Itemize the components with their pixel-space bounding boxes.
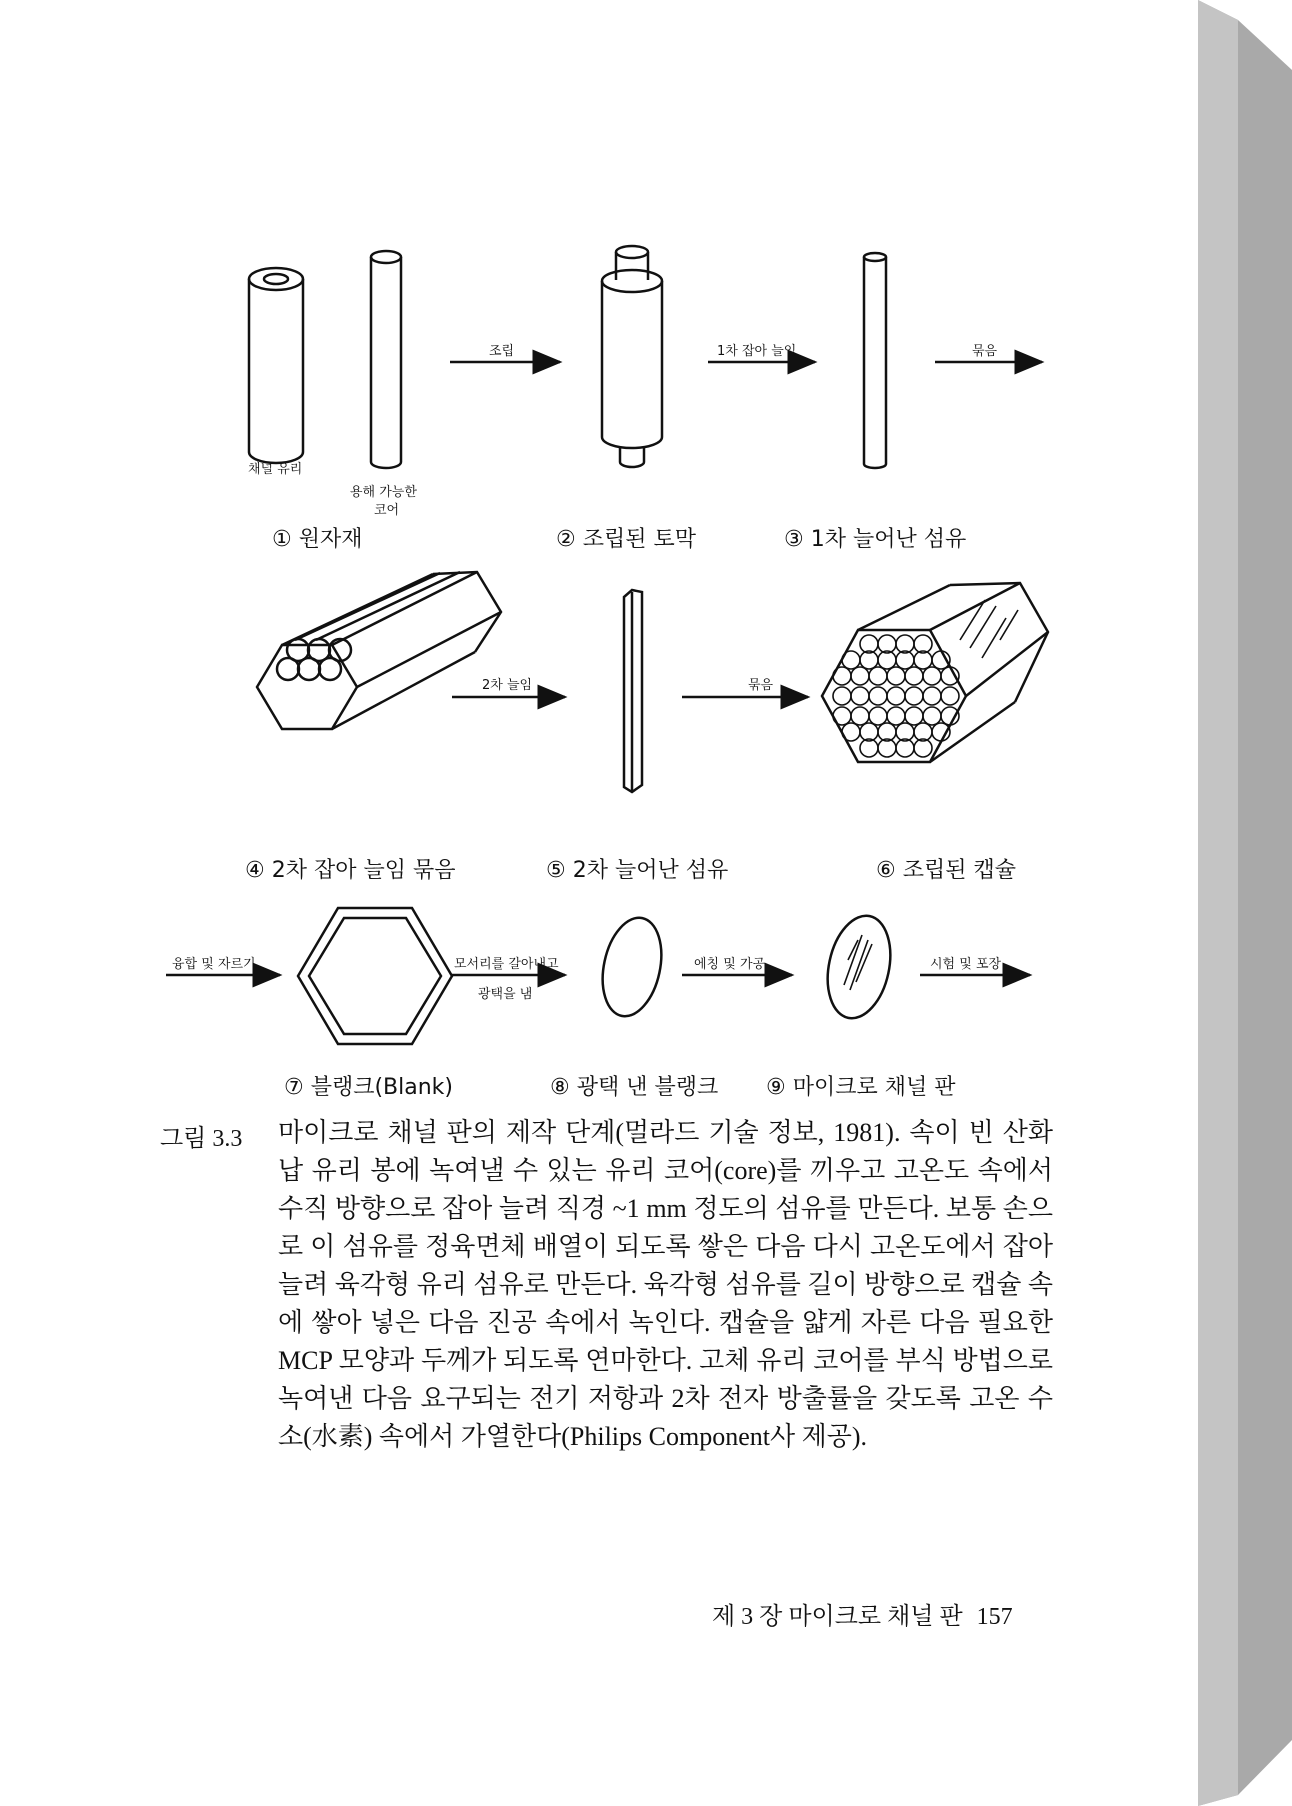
label-first-draw: 1차 잡아 늘임	[717, 344, 797, 359]
page-footer	[712, 1596, 1013, 1631]
step-label-1: ① 원자재	[272, 527, 363, 552]
first-drawn-fibre	[864, 253, 886, 468]
label-etch: 에칭 및 가공	[694, 957, 766, 972]
figure-caption: 마이크로 채널 판의 제작 단계(멀라드 기술 정보, 1981). 속이 빈 산화 납 유리 봉에 녹여낼 수 있는 유리 코어(core)를 끼우고 고온도 속에서 수직 방향으로 잡아 늘려 직경 ~1 mm 정도의 섬유를 만든다. 보통 손으로 이 섬유를 정육면체 배열이 되도록 쌓은 다음 다시 고온도에서 잡아 늘려 육각형 유리 섬유로 만든다. 육각형 섬유를 길이 방향으로 캡슐 속에 쌓아 넣은 다음 진공 속에서 녹인다. 캡슐을 얇게 자른 다음 필요한 MCP 모양과 두께가 되도록 연마한다. 고체 유리 코어를 부식 방법으로 녹여낸 다음 요구되는 전기 저항과 2차 전자 방출률을 갖도록 고온 수소(水素) 속에서 가열한다(Philips Component사 제공).	[278, 1118, 1053, 1451]
chapter-title: 제 3 장 마이크로 채널 판	[712, 1604, 963, 1630]
label-bundle-2: 묶음	[748, 678, 774, 693]
assembled-capsule	[822, 583, 1048, 762]
page-number: 157	[976, 1604, 1013, 1630]
label-soluble-core-1: 용해 가능한	[350, 485, 417, 500]
step-label-5: ⑤ 2차 늘어난 섬유	[546, 858, 729, 883]
channel-glass-tube	[249, 268, 303, 463]
label-channel-glass: 채널 유리	[248, 462, 303, 477]
assembled-billet	[602, 246, 662, 467]
label-soluble-core-2: 코어	[374, 503, 400, 518]
label-second-draw: 2차 늘임	[482, 678, 533, 693]
figure-number: 그림 3.3	[160, 1126, 243, 1152]
polished-blank-disc	[594, 912, 670, 1021]
microchannel-plate-disc	[819, 910, 899, 1024]
hexagonal-bundle	[257, 572, 501, 729]
step-label-2: ② 조립된 토막	[556, 527, 696, 552]
book-edge	[1198, 0, 1292, 1806]
label-grind-2: 광택을 냄	[478, 987, 533, 1002]
soluble-core-rod	[371, 251, 401, 468]
label-assemble: 조립	[489, 344, 515, 359]
step-label-6: ⑥ 조립된 캡슐	[876, 858, 1016, 883]
step-label-7: ⑦ 블랭크(Blank)	[284, 1075, 454, 1100]
label-bundle-1: 묶음	[972, 344, 998, 359]
step-label-8: ⑧ 광택 낸 블랭크	[550, 1075, 719, 1100]
label-test-pack: 시험 및 포장	[930, 957, 1002, 972]
label-fuse-cut: 융합 및 자르기	[172, 957, 256, 972]
second-drawn-fibre	[624, 590, 642, 792]
step-label-9: ⑨ 마이크로 채널 판	[766, 1075, 956, 1100]
step-label-3: ③ 1차 늘어난 섬유	[784, 527, 967, 552]
blank-hexagon	[298, 908, 452, 1044]
step-label-4: ④ 2차 잡아 늘임 묶음	[245, 858, 456, 883]
label-grind-1: 모서리를 갈아내고	[454, 957, 559, 972]
